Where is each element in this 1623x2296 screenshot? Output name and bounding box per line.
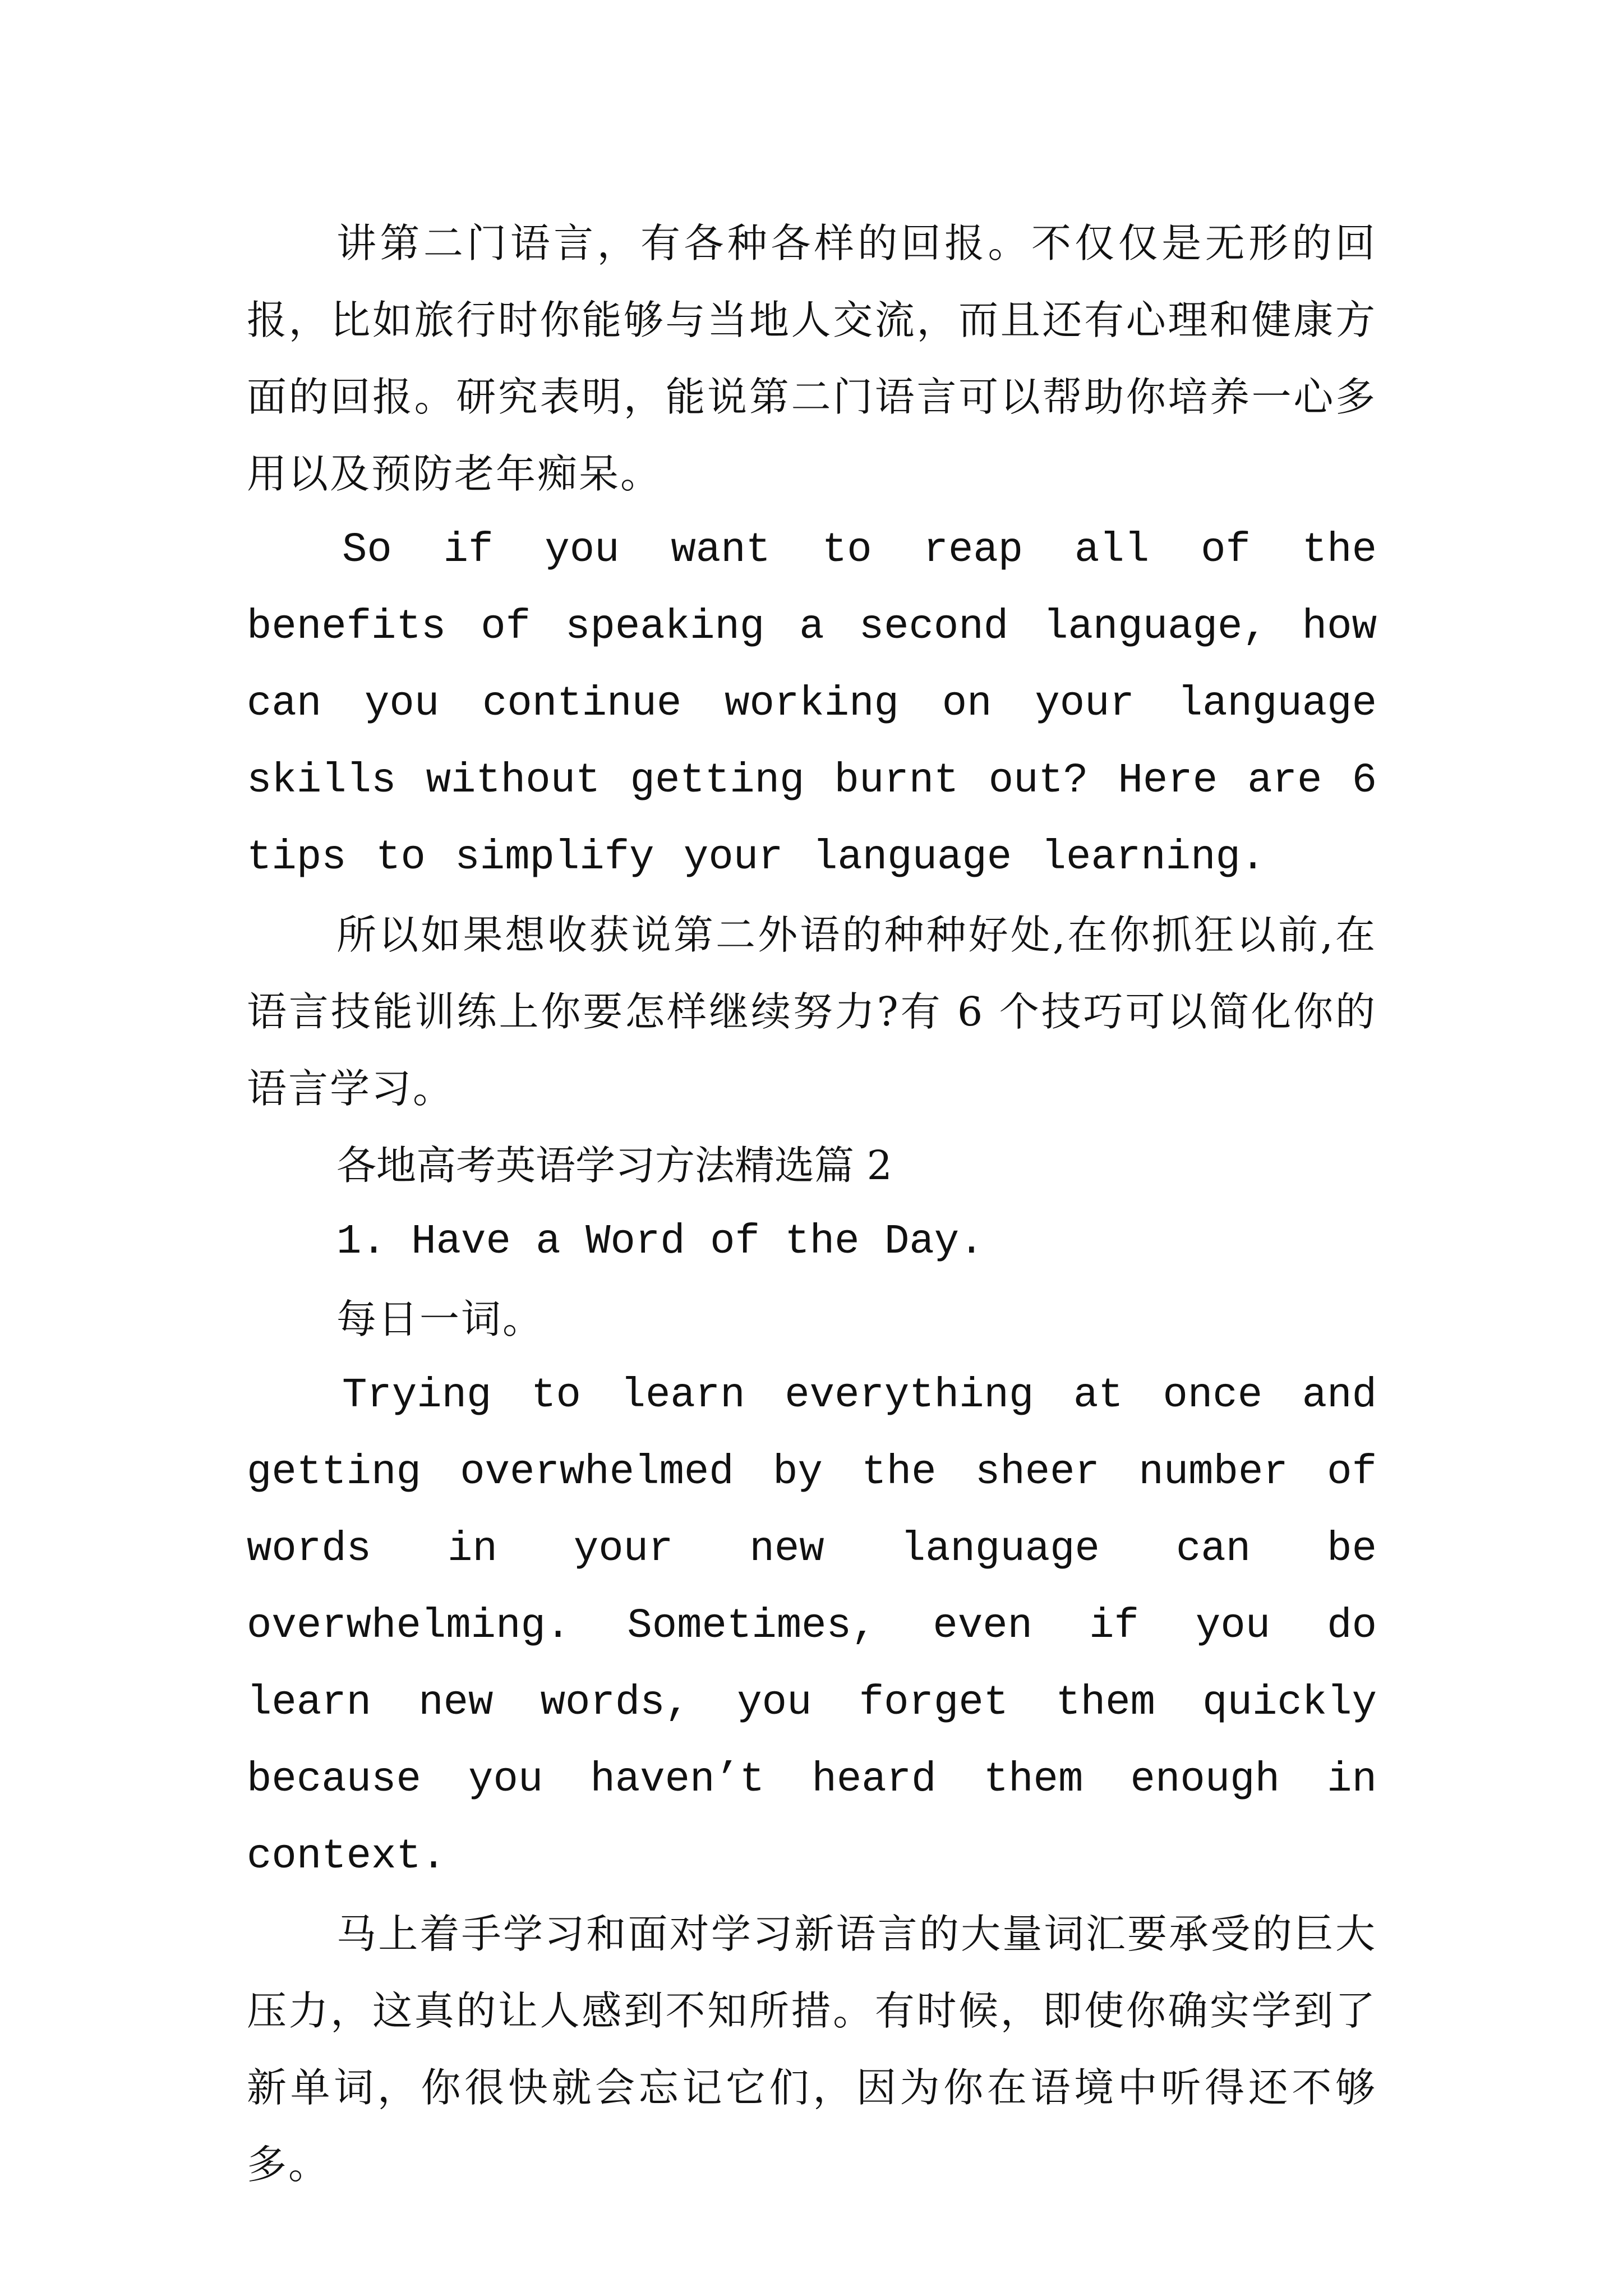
document-body [247,205,1377,2203]
paragraph-english-benefits: So if you want to reap all of the benefits of speaking a second language, how can you continue working on your language skills without getting burnt out? Here are 6 tips to simplify your language learning. [247,527,1377,881]
paragraph-chinese-tips: 所以如果想收获说第二外语的种种好处,在你抓狂以前,在语言技能训练上你要怎样继续努力?有 6 个技巧可以简化你的语言学习。 [247,912,1377,1112]
paragraph-english-overwhelmed: Trying to learn everything at once and getting overwhelmed by the sheer number of words in your new language can be overwhelming. Sometimes, even if you do learn new words, you forget them quickly because you haven’t heard them enough in context. [247,1372,1377,1880]
tip-item-1-chinese: 每日一词。 [336,1296,545,1342]
section-heading: 各地高考英语学习方法精选篇 2 [336,1142,892,1189]
tip-item-1: 1. Have a Word of the Day. [336,1218,984,1266]
paragraph-chinese-benefits: 讲第二门语言，有各种各样的回报。不仅仅是无形的回报，比如旅行时你能够与当地人交流，而且还有心理和健康方面的回报。研究表明，能说第二门语言可以帮助你培养一心多用以及预防老年痴呆。 [247,220,1377,497]
paragraph-chinese-overwhelmed: 马上着手学习和面对学习新语言的大量词汇要承受的巨大压力，这真的让人感到不知所措。有时候，即使你确实学到了新单词，你很快就会忘记它们，因为你在语境中听得还不够多。 [247,1911,1377,2188]
